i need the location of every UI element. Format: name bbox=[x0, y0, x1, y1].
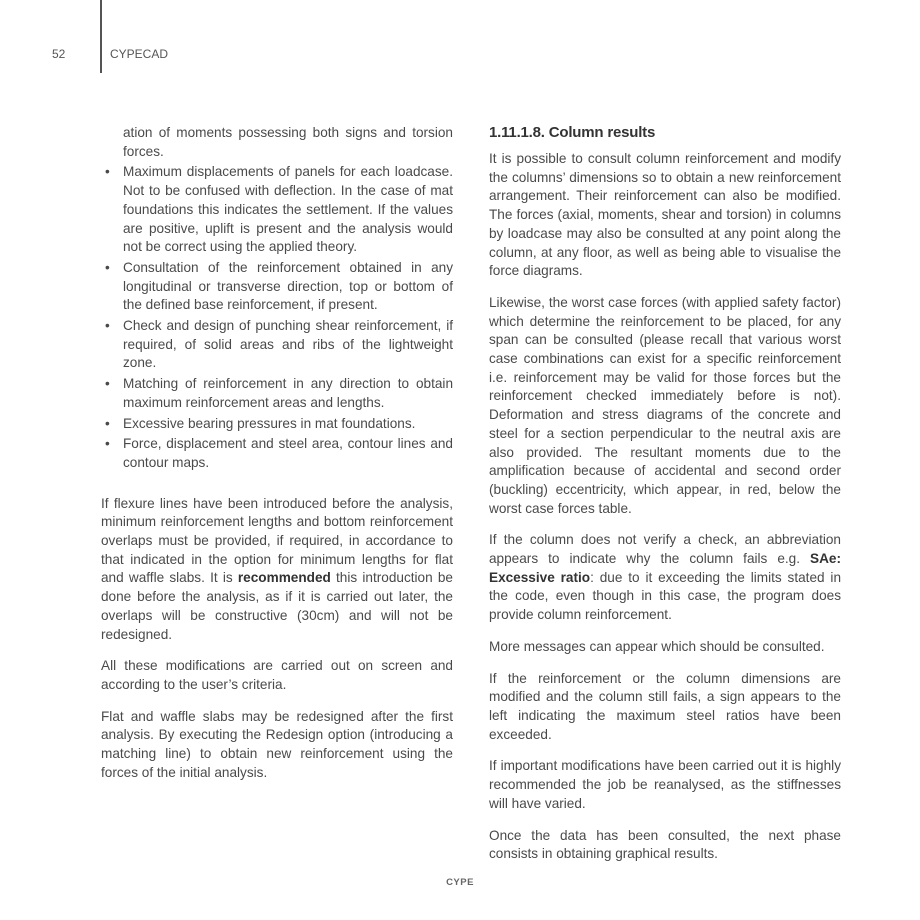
right-column bbox=[489, 124, 841, 877]
continued-text: ation of moments possessing both signs and torsion forces. bbox=[123, 125, 453, 159]
bullet-icon: • bbox=[105, 164, 110, 180]
paragraph: More messages can appear which should be consulted. bbox=[489, 638, 825, 654]
paragraph: If the reinforcement or the column dimensions are modified and the column still fails, a sign appears to the left indicating the maximum steel ratios have been exceeded. bbox=[489, 670, 841, 742]
paragraph-modifications: All these modifications are carried out on screen and according to the user’s criteria. bbox=[101, 658, 453, 692]
paragraph: If important modifications have been carried out it is highly recommended the job be reanalysed, as the stiffnesses will have varied. bbox=[489, 758, 841, 811]
paragraph: Once the data has been consulted, the next phase consists in obtaining graphical results. bbox=[489, 827, 841, 862]
bullet-icon: • bbox=[105, 318, 110, 334]
bullet-icon: • bbox=[105, 259, 110, 275]
list-item: • Matching of reinforcement in any direction to obtain maximum reinforcement areas and lengths. bbox=[105, 376, 453, 410]
emphasis: SAe: Excessive ratio bbox=[489, 551, 841, 585]
paragraph: Likewise, the worst case forces (with applied safety factor) which determine the reinforcement to be placed, for any span can be consulted (please recall that various worst case combinations can exist for a specific reinforcement i.e. reinforcement may be valid for those forces but the reinforcement checked immediately before is not). Deformation and stress diagrams of the concrete and steel for a section perpendicular to the neutral axis are also provided. The resultant moments due to the amplification because of accidental and second order (buckling) eccentricity, which appear, in red, below the worst case forces table. bbox=[489, 294, 841, 516]
footer-brand: CYPE bbox=[446, 877, 474, 888]
list-item: • Force, displacement and steel area, contour lines and contour maps. bbox=[105, 436, 453, 470]
bullet-icon: • bbox=[105, 376, 110, 392]
bullet-icon: • bbox=[105, 436, 110, 452]
list-item: • Maximum displacements of panels for each loadcase. Not to be confused with deflection. In the case of mat foundations this indicates the settlement. If the values are positive, uplift is present and the analysis would not be correct using the applied theory. bbox=[105, 164, 453, 255]
emphasis: recommended bbox=[237, 570, 331, 586]
section-heading: 1.11.1.8. Column results bbox=[489, 124, 656, 141]
list-item: • Check and design of punching shear reinforcement, if required, of solid areas and ribs of the lightweight zone. bbox=[105, 318, 453, 371]
paragraph: If the column does not verify a check, an abbreviation appears to indicate why the column fails e.g. SAe: Excessive ratio: due to it exceeding the limits stated in the code, even though in this case, the program does provide column reinforcement. bbox=[489, 532, 842, 623]
left-column bbox=[101, 124, 453, 796]
page-number: 52 bbox=[52, 47, 66, 61]
running-title: CYPECAD bbox=[110, 47, 169, 61]
bullet-icon: • bbox=[105, 415, 110, 431]
header-divider bbox=[100, 0, 102, 73]
list-item: • Excessive bearing pressures in mat foundations. bbox=[101, 415, 453, 434]
paragraph: It is possible to consult column reinforcement and modify the columns’ dimensions so to obtain a new reinforcement arrangement. Their reinforcement can also be modified. The forces (axial, moments, shear and torsion) in columns by loadcase may also be consulted at any point along the column, at any floor, as well as being able to visualise the force diagrams. bbox=[489, 151, 841, 279]
bullet-list bbox=[101, 163, 453, 472]
paragraph-flexure-lines: If flexure lines have been introduced before the analysis, minimum reinforcement lengths and bottom reinforcement overlaps must be provided, if required, in accordance to that indicated in the option for minimum lengths for flat and waffle slabs. It is recommended this introduction be done before the analysis, as if it is carried out later, the overlaps will be constructive (30cm) and will not be redesigned. bbox=[101, 495, 453, 642]
paragraph-redesign: Flat and waffle slabs may be redesigned after the first analysis. By executing the Redesign option (introducing a matching line) to obtain new reinforcement using the forces of the initial analysis. bbox=[101, 708, 453, 780]
list-item: • Consultation of the reinforcement obtained in any longitudinal or transverse direction, top or bottom of the defined base reinforcement, if present. bbox=[105, 259, 453, 313]
